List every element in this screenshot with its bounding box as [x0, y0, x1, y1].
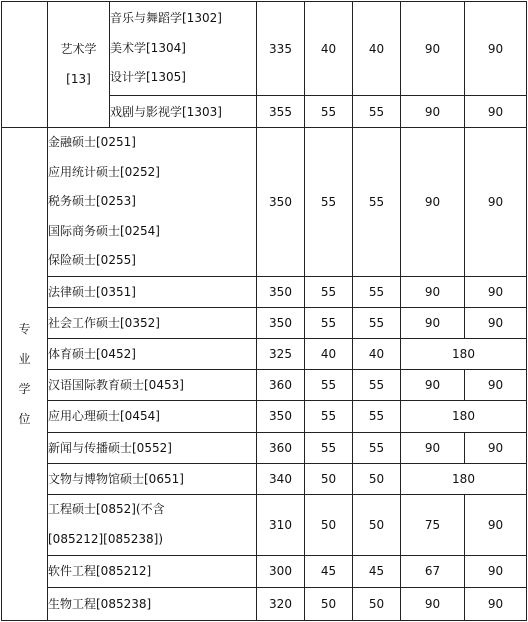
major-cell	[48, 463, 257, 494]
major-name: 金融硕士[0251]	[48, 135, 136, 149]
major-name: 音乐与舞蹈学[1302]	[110, 11, 222, 26]
table-row	[2, 555, 527, 587]
major-name: 保险硕士[0255]	[48, 253, 136, 267]
subject2-score: 45	[353, 555, 401, 587]
subject3-score: 90	[401, 432, 465, 463]
major-cell	[48, 307, 257, 338]
major-name: 设计学[1305]	[110, 70, 186, 85]
subject2-score: 40	[353, 338, 401, 369]
major-name: 应用心理硕士[0454]	[48, 409, 160, 423]
subject1-score: 50	[305, 494, 353, 555]
total-score: 360	[257, 432, 305, 463]
major-cell	[110, 96, 257, 128]
subject1-score: 55	[305, 400, 353, 432]
total-score: 350	[257, 128, 305, 277]
subject1-score: 55	[305, 276, 353, 307]
table-row	[2, 400, 527, 432]
subject2-score: 40	[353, 2, 401, 96]
major-name: 法律硕士[0351]	[48, 284, 136, 299]
major-name: 戏剧与影视学[1303]	[110, 104, 222, 119]
major-cell	[48, 555, 257, 587]
subject4-score: 90	[465, 276, 527, 307]
subject1-score: 40	[305, 338, 353, 369]
table-row	[2, 2, 527, 96]
subject2-score: 55	[353, 432, 401, 463]
subject3-score: 90	[401, 2, 465, 96]
total-score: 350	[257, 276, 305, 307]
subject4-score: 90	[465, 587, 527, 620]
subject3-score: 90	[401, 96, 465, 128]
total-score: 320	[257, 587, 305, 620]
subject1-score: 55	[305, 432, 353, 463]
major-cell	[48, 369, 257, 400]
total-score: 350	[257, 307, 305, 338]
subject4-score: 90	[465, 369, 527, 400]
subject2-score: 50	[353, 587, 401, 620]
category-char: 位	[18, 411, 31, 426]
subject2-score: 55	[353, 369, 401, 400]
table-row	[2, 307, 527, 338]
table-row	[2, 128, 527, 277]
combined-subject-score: 180	[401, 463, 527, 494]
major-name: 汉语国际教育硕士[0453]	[48, 377, 184, 392]
score-table	[1, 1, 527, 621]
subject1-score: 45	[305, 555, 353, 587]
subject2-score: 50	[353, 463, 401, 494]
total-score: 325	[257, 338, 305, 369]
major-cell	[48, 400, 257, 432]
combined-subject-score: 180	[401, 400, 527, 432]
subject2-score: 55	[353, 400, 401, 432]
table-row	[2, 432, 527, 463]
subject3-score: 90	[401, 307, 465, 338]
subject2-score: 55	[353, 96, 401, 128]
subject3-score: 90	[401, 276, 465, 307]
category-char: 专	[18, 321, 31, 336]
subject1-score: 50	[305, 587, 353, 620]
major-name: 应用统计硕士[0252]	[48, 164, 160, 179]
major-name: 新闻与传播硕士[0552]	[48, 440, 172, 455]
major-cell	[48, 587, 257, 620]
subject3-score: 90	[401, 369, 465, 400]
subject1-score: 55	[305, 96, 353, 128]
category-cell-professional	[2, 128, 48, 621]
table-row	[2, 463, 527, 494]
subject3-score: 90	[401, 587, 465, 620]
total-score: 340	[257, 463, 305, 494]
table-row	[2, 338, 527, 369]
major-name: 体育硕士[0452]	[48, 346, 136, 361]
subject3-score: 75	[401, 494, 465, 555]
subject1-score: 55	[305, 307, 353, 338]
subject4-score: 90	[465, 494, 527, 555]
major-name: 国际商务硕士[0254]	[48, 223, 160, 238]
category-name: 艺术学	[60, 42, 97, 56]
major-name: 工程硕士[0852](不含	[48, 502, 165, 516]
subject4-score: 90	[465, 2, 527, 96]
total-score: 355	[257, 96, 305, 128]
subject1-score: 50	[305, 463, 353, 494]
major-name: 税务硕士[0253]	[48, 194, 136, 208]
subject2-score: 55	[353, 307, 401, 338]
total-score: 310	[257, 494, 305, 555]
subject4-score: 90	[465, 307, 527, 338]
category-char: 业	[18, 351, 31, 366]
combined-subject-score: 180	[401, 338, 527, 369]
category-cell-art	[48, 2, 110, 128]
category-code: [13]	[66, 71, 91, 86]
major-cell	[110, 2, 257, 96]
major-cell	[48, 338, 257, 369]
major-name: 美术学[1304]	[110, 40, 186, 55]
major-name: 生物工程[085238]	[48, 596, 152, 611]
subject1-score: 55	[305, 369, 353, 400]
subject4-score: 90	[465, 432, 527, 463]
table-row	[2, 276, 527, 307]
table-row	[2, 369, 527, 400]
subject1-score: 40	[305, 2, 353, 96]
major-name: 软件工程[085212]	[48, 564, 152, 578]
total-score: 300	[257, 555, 305, 587]
subject2-score: 55	[353, 128, 401, 277]
category-cell-blank	[2, 2, 48, 128]
major-cell	[48, 432, 257, 463]
major-cell	[48, 494, 257, 555]
major-cell	[48, 128, 257, 277]
subject2-score: 55	[353, 276, 401, 307]
table-row	[2, 587, 527, 620]
major-name-continued: [085212][085238])	[48, 531, 164, 546]
total-score: 350	[257, 400, 305, 432]
table-row	[2, 494, 527, 555]
subject2-score: 50	[353, 494, 401, 555]
major-cell	[48, 276, 257, 307]
major-name: 文物与博物馆硕士[0651]	[48, 471, 184, 486]
subject4-score: 90	[465, 555, 527, 587]
subject4-score: 90	[465, 96, 527, 128]
subject4-score: 90	[465, 128, 527, 277]
subject3-score: 67	[401, 555, 465, 587]
total-score: 335	[257, 2, 305, 96]
subject1-score: 55	[305, 128, 353, 277]
subject3-score: 90	[401, 128, 465, 277]
category-char: 学	[18, 381, 31, 396]
major-name: 社会工作硕士[0352]	[48, 315, 160, 330]
total-score: 360	[257, 369, 305, 400]
